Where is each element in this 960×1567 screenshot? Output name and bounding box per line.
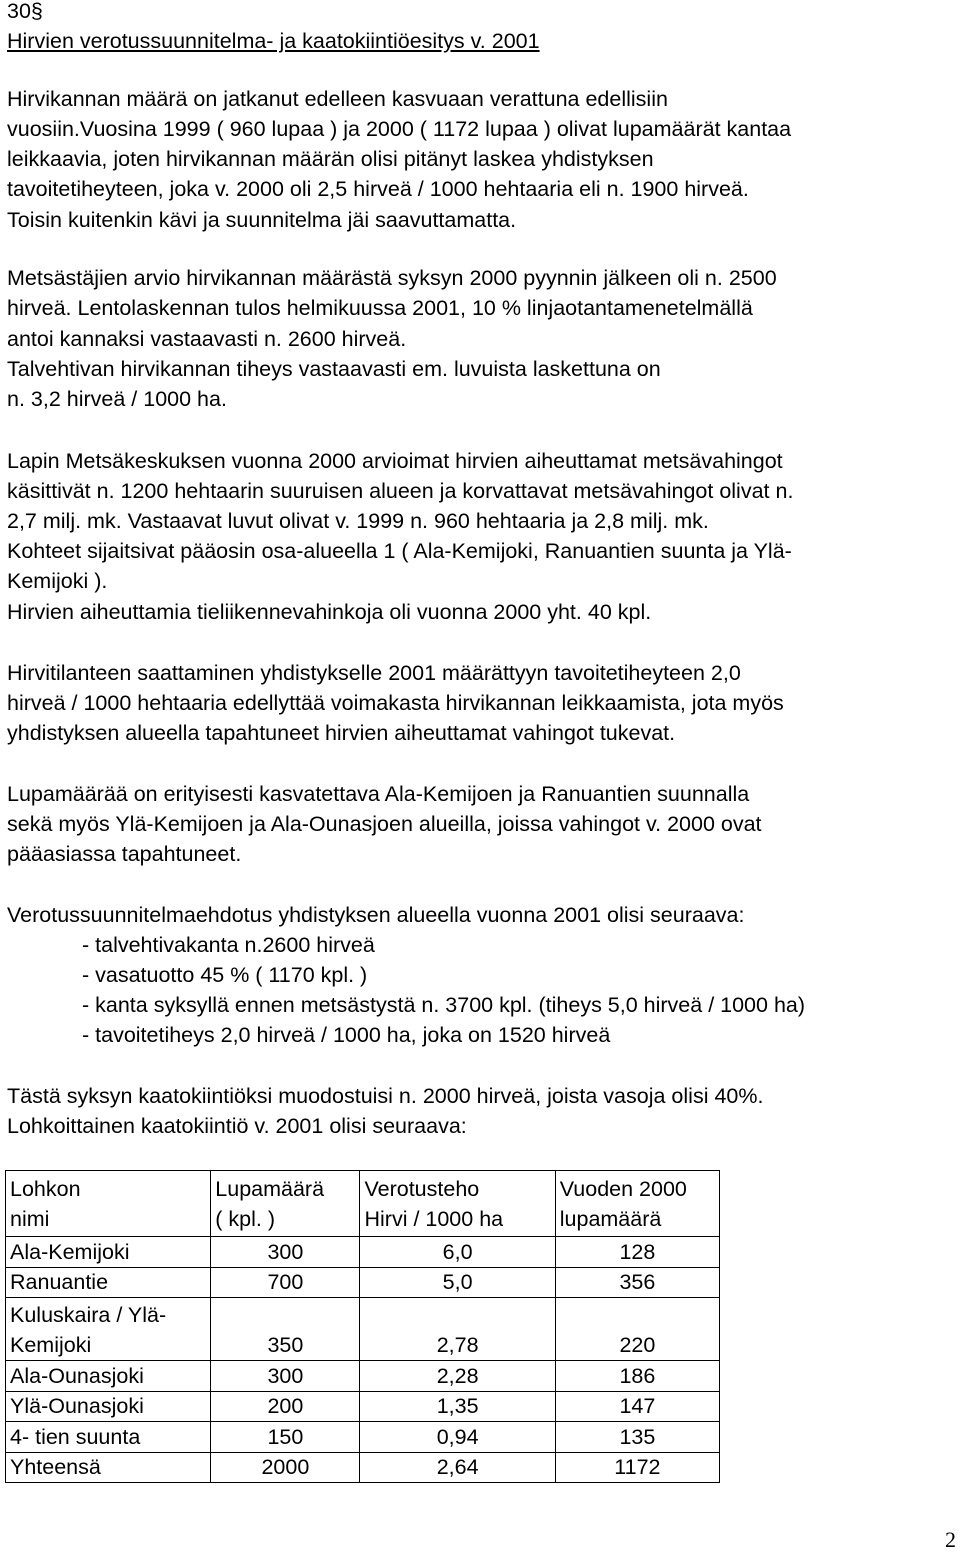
table-cell: 6,0 [360, 1237, 555, 1268]
table-cell: Yhteensä [6, 1452, 211, 1483]
paragraph-line: Hirvikannan määrä on jatkanut edelleen kasvuaan verattuna edellisiin [7, 87, 668, 111]
table-cell: 700 [211, 1267, 360, 1298]
paragraph-line: Metsästäjien arvio hirvikannan määrästä syksyn 2000 pyynnin jälkeen oli n. 2500 [7, 266, 777, 290]
table-header-cell: Verotusteho Hirvi / 1000 ha [360, 1171, 555, 1237]
paragraph-line: Lohkoittainen kaatokiintiö v. 2001 olisi seuraava: [7, 1114, 467, 1138]
table-cell: 220 [555, 1298, 719, 1361]
table-header-row [6, 1171, 720, 1237]
paragraph-line: 2,7 milj. mk. Vastaavat luvut olivat v. 1999 n. 960 hehtaaria ja 2,8 milj. mk. [7, 509, 709, 533]
paragraph-line: sekä myös Ylä-Kemijoen ja Ala-Ounasjoen alueilla, joissa vahingot v. 2000 ovat [7, 812, 762, 836]
table-row [6, 1452, 720, 1483]
paragraph-line: Kemijoki ). [7, 569, 108, 593]
table-row [6, 1422, 720, 1453]
table-cell: 135 [555, 1422, 719, 1453]
paragraph-line: Toisin kuitenkin kävi ja suunnitelma jäi saavuttamatta. [7, 208, 517, 232]
table-row [6, 1298, 720, 1361]
paragraph-line: hirveä. Lentolaskennan tulos helmikuussa 2001, 10 % linjaotantamenetelmällä [7, 296, 753, 320]
paragraph-line: hirveä / 1000 hehtaaria edellyttää voimakasta hirvikannan leikkaamista, jota myös [7, 691, 784, 715]
table-cell: 200 [211, 1391, 360, 1422]
table-cell: 2,28 [360, 1361, 555, 1392]
list-item: - talvehtivakanta n.2600 hirveä [82, 933, 375, 957]
table-cell: 4- tien suunta [6, 1422, 211, 1453]
table-cell: Ranuantie [6, 1267, 211, 1298]
table-cell: 0,94 [360, 1422, 555, 1453]
table-cell: 1,35 [360, 1391, 555, 1422]
paragraph-line: Kohteet sijaitsivat pääosin osa-alueella 1 ( Ala-Kemijoki, Ranuantien suunta ja Ylä- [7, 539, 792, 563]
paragraph-line: Talvehtivan hirvikannan tiheys vastaavasti em. luvuista laskettuna on [7, 357, 661, 381]
page-number: 2 [945, 1527, 956, 1552]
paragraph-line: Tästä syksyn kaatokiintiöksi muodostuisi n. 2000 hirveä, joista vasoja olisi 40%. [7, 1084, 764, 1108]
list-item: - vasatuotto 45 % ( 1170 kpl. ) [82, 963, 368, 987]
table-cell: 2,64 [360, 1452, 555, 1483]
table-header-cell: Lupamäärä ( kpl. ) [211, 1171, 360, 1237]
paragraph-line: Verotussuunnitelmaehdotus yhdistyksen alueella vuonna 2001 olisi seuraava: [7, 903, 745, 927]
paragraph-line: Lupamäärää on erityisesti kasvatettava Ala-Kemijoen ja Ranuantien suunnalla [7, 782, 750, 806]
table-cell: Ala-Kemijoki [6, 1237, 211, 1268]
table-row [6, 1391, 720, 1422]
table-cell: 2,78 [360, 1298, 555, 1361]
table-cell: 356 [555, 1267, 719, 1298]
paragraph-line: Hirvitilanteen saattaminen yhdistykselle 2001 määrättyyn tavoitetiheyteen 2,0 [7, 661, 741, 685]
table-row [6, 1237, 720, 1268]
table-cell: 186 [555, 1361, 719, 1392]
table-cell: 1172 [555, 1452, 719, 1483]
paragraph-line: yhdistyksen alueella tapahtuneet hirvien aiheuttamat vahingot tukevat. [7, 721, 676, 745]
table-cell: 150 [211, 1422, 360, 1453]
paragraph-line: Hirvien aiheuttamia tieliikennevahinkoja oli vuonna 2000 yht. 40 kpl. [7, 600, 652, 624]
table-cell: 147 [555, 1391, 719, 1422]
section-number: 30§ [7, 0, 43, 23]
table-header-cell: Vuoden 2000 lupamäärä [555, 1171, 719, 1237]
table-cell: 128 [555, 1237, 719, 1268]
table-cell: 5,0 [360, 1267, 555, 1298]
paragraph-line: pääasiassa tapahtuneet. [7, 842, 242, 866]
paragraph-line: antoi kannaksi vastaavasti n. 2600 hirveä. [7, 327, 407, 351]
table-row [6, 1361, 720, 1392]
table-cell: 300 [211, 1237, 360, 1268]
paragraph-line: leikkaavia, joten hirvikannan määrän olisi pitänyt laskea yhdistyksen [7, 147, 654, 171]
list-item: - kanta syksyllä ennen metsästystä n. 3700 kpl. (tiheys 5,0 hirveä / 1000 ha) [82, 993, 806, 1017]
table-row [6, 1267, 720, 1298]
paragraph-line: n. 3,2 hirveä / 1000 ha. [7, 387, 227, 411]
document-title: Hirvien verotussuunnitelma- ja kaatokiintiöesitys v. 2001 [7, 29, 540, 53]
table-cell: 350 [211, 1298, 360, 1361]
quota-table [5, 1170, 720, 1483]
table-header-cell: Lohkon nimi [6, 1171, 211, 1237]
list-item: - tavoitetiheys 2,0 hirveä / 1000 ha, joka on 1520 hirveä [82, 1023, 611, 1047]
table-cell: Kuluskaira / Ylä-Kemijoki [6, 1298, 211, 1361]
paragraph-line: vuosiin.Vuosina 1999 ( 960 lupaa ) ja 2000 ( 1172 lupaa ) olivat lupamäärät kantaa [7, 117, 792, 141]
table-cell: 2000 [211, 1452, 360, 1483]
table-cell: Ylä-Ounasjoki [6, 1391, 211, 1422]
paragraph-line: käsittivät n. 1200 hehtaarin suuruisen alueen ja korvattavat metsävahingot olivat n. [7, 479, 794, 503]
paragraph-line: tavoitetiheyteen, joka v. 2000 oli 2,5 hirveä / 1000 hehtaaria eli n. 1900 hirveä. [7, 177, 749, 201]
table-cell: 300 [211, 1361, 360, 1392]
paragraph-line: Lapin Metsäkeskuksen vuonna 2000 arvioimat hirvien aiheuttamat metsävahingot [7, 449, 783, 473]
table-cell: Ala-Ounasjoki [6, 1361, 211, 1392]
